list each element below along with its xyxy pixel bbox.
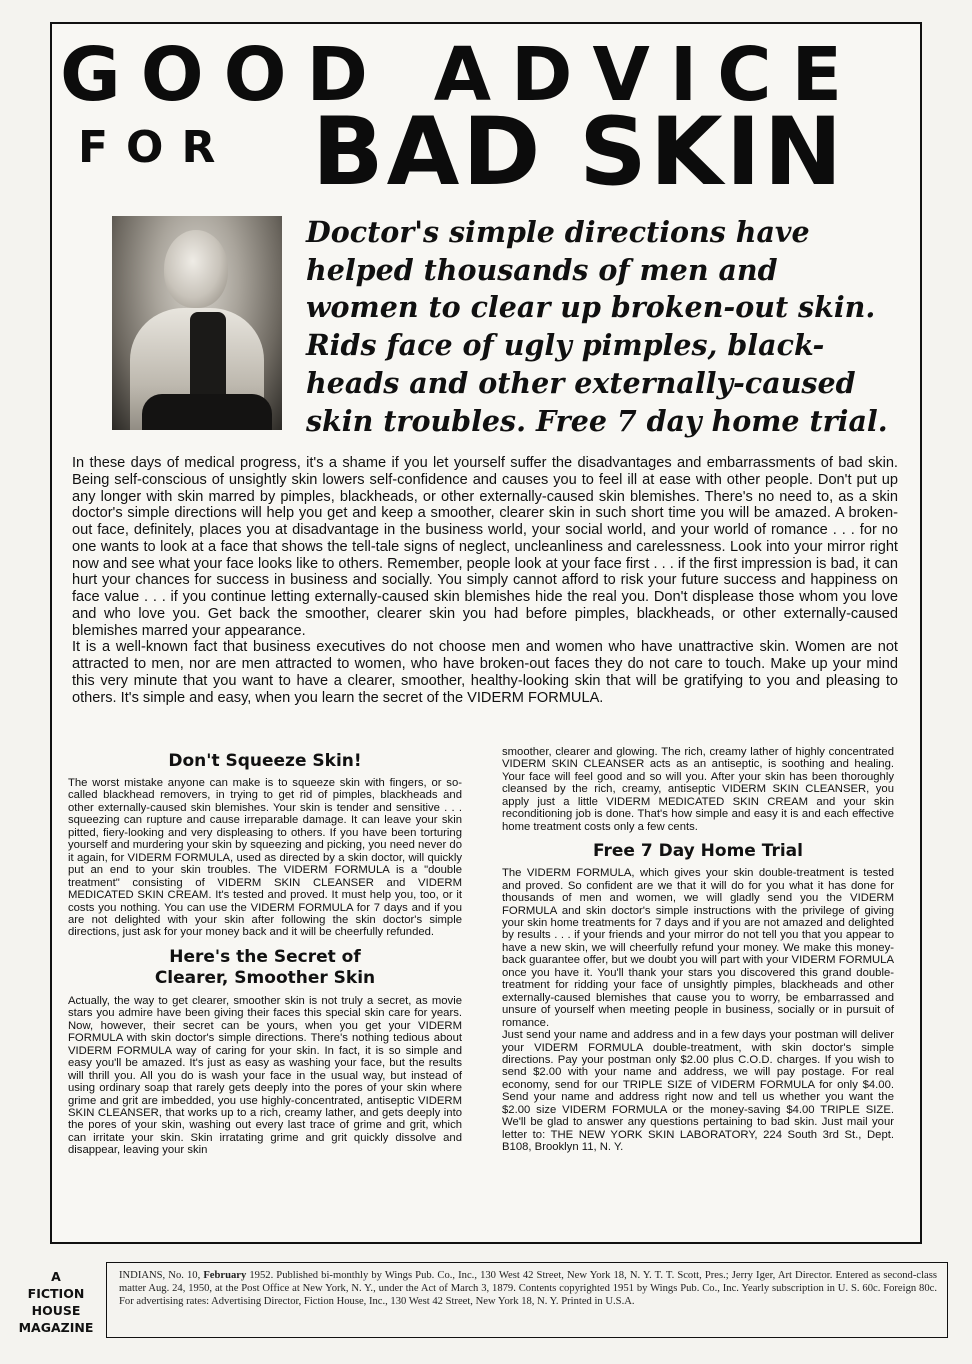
intro-paragraph: In these days of medical progress, it's a shame if you let yourself suffer the disadvantages and embarrassments of bad skin. Being self-conscious of unsightly skin lowers self-confidence and causes you to feel ill at ease with other people. Don't put up any longer with skin marred by pimples, blackheads, or other externally-caused skin blemishes. There's no need to, as a skin doctor's simple directions will help you get and keep a smoother, clearer skin in such short time you will be amazed. A broken-out face, definitely, places you at disadvantage in the business world, your social world, and your world of romance . . . for no one wants to look at a face that shows the tell-tale signs of neglect, uncleanliness and carelessness. Look into your mirror right now and see what your face looks like to others. Remember, people look at your face first . . . if the first impression is bad, it can hurt your chances for success in business and socially. You simply cannot afford to risk your future success and happiness on face value . . . if you continue letting externally-caused skin blemishes hide the real you. Don't displease those whom you love and who love you. Get back the smoother, clearer skin you had before pimples, blackheads, or other externally-caused blemishes marred your appearance. [72,455,898,639]
deck-line: skin troubles. Free 7 day home trial. [306,403,888,438]
imprint-title: INDIANS, No. 10, [119,1270,201,1281]
fiction-house-line: MAGAZINE [18,1320,94,1335]
squeeze-body: The worst mistake anyone can make is to squeeze skin with fingers, or so-called blackhead removers, in trying to get rid of pimples, blackheads and other externally-caused skin blemishes. Your skin is tender and sensitive . . . squeezing can rupture and cause irreparable damage. It can leave your skin pitted, fiery-looking and very displeasing to others. If you have been torturing yourself and murdering your skin by squeezing and picking, you need never do it again, for VIDERM FORMULA, used as directed by a skin doctor, will quickly put an end to your skin troubles. The VIDERM FORMULA is a "double treatment" consisting of VIDERM SKIN CLEANSER and VIDERM MEDICATED SKIN CREAM. It's tested and proved. It must help you, too, or it costs you nothing. You can use the VIDERM FORMULA for 7 days and if you are not delighted with your skin after following the skin doctor's simple directions, just ask for your money back and it will be cheerfully refunded. [68,777,462,939]
trial-body-1: The VIDERM FORMULA, which gives your skin double-treatment is tested and proved. So confident are we that it will do for you what it has done for thousands of men and women, we will gladly send you the VIDERM FORMULA and skin doctor's simple instructions with the privilege of giving your skin home treatments for 7 days and if you are not amazed and delighted by results . . . if your friends and your mirror do not tell you that you appear to have a new skin, we will cheerfully refund your money. We make this money-back guarantee offer, but we doubt you will part with your VIDERM FORMULA once you have it. You'll thank your stars you discovered this grand double-treatment for ridding your face of unsightly pimples, blackheads and other externally-caused blemishes that cause you to worry, be embarrassed and unsure of yourself when meeting people in business, socially or in pursuit of romance. [502,867,894,1029]
headline-good-advice: GOOD ADVICE [60,32,863,118]
publication-imprint [106,1262,948,1338]
subhead-dont-squeeze: Don't Squeeze Skin! [168,751,362,771]
imprint-month: February [203,1270,247,1281]
deck-text [306,214,906,440]
imprint-text: 1952. Published bi-monthly by Wings Pub. Co., Inc., 130 West 42 Street, New York 18, N. Y. T. T. Scott, Pres.; Jerry Iger, Art Director. Entered as second-class matter Aug. 24, 1950, at the Post Office at New York, N. Y., under the Act of March 3, 1879. Contents copyrighted 1951 by Wings Pub. Co., Inc. Yearly subscription in U. S. 60c. Foreign 80c. For advertising rates: Advertising Director, Fiction House, Inc., 130 West 42 Street, New York 18, N. Y. Printed in U.S.A. [119,1270,937,1307]
deck-line: heads and other externally-caused [306,365,856,400]
deck-line: Rids face of ugly pimples, black- [306,328,825,363]
deck-line: helped thousands of men and [306,252,778,287]
fiction-house-label [4,1268,108,1336]
headline-for: FOR [78,122,234,173]
subhead-free-trial: Free 7 Day Home Trial [592,841,803,862]
fiction-house-line: A [51,1269,61,1284]
doctor-photo [112,216,282,430]
fiction-house-line: HOUSE [31,1303,81,1318]
intro-paragraph: It is a well-known fact that business executives do not choose men and women who have unattractive skin. Women are not attracted to men, nor are men attracted to women, who have broken-out faces they do not care to touch. Make up your mind this very minute that you want to have a clearer, smoother, healthy-looking skin that will be gratifying to you and pleasing to others. It's simple and easy, when you learn the secret of the VIDERM FORMULA. [72,639,898,706]
subhead-secret-line2: Clearer, Smoother Skin [154,967,376,988]
right-column [502,746,894,1154]
continued-body: smoother, clearer and glowing. The rich, creamy lather of highly concentrated VIDERM SKIN CLEANSER acts as an antiseptic, is soothing and healing. Your face will feel good and so will you. After your skin has been thoroughly cleansed by the rich, creamy, antiseptic VIDERM SKIN CLEANSER, you apply just a little VIDERM MEDICATED SKIN CREAM and your skin reconditioning job is done. That's how simple and easy it is and each effective home treatment costs only a few cents. [502,746,894,833]
left-column [68,748,462,1157]
headline-bad-skin: BAD SKIN [312,98,846,207]
fiction-house-line: FICTION [27,1286,85,1301]
subhead-secret [68,947,462,989]
intro-copy [72,455,898,706]
subhead-secret-line1: Here's the Secret of [169,946,361,967]
secret-body: Actually, the way to get clearer, smoother skin is not truly a secret, as movie stars you admire have been giving their faces this special skin care for years. Now, however, their secret can be yours, when you get your VIDERM FORMULA with skin doctor's simple directions. There's nothing tedious about VIDERM FORMULA way of caring for your skin. In fact, it is so simple and easy you'll be amazed. It's just as easy as washing your face, but the results will thrill you. All you do is wash your face in the usual way, but instead of using ordinary soap that rarely gets deeply into the pores of your skin where grime and grit are imbedded, you use highly-concentrated, antiseptic VIDERM SKIN CLEANSER, that works up to a rich, creamy lather, and gets deeply into the pores of your skin, washing out every last trace of grime and grit, which can irritate your skin. Skin irratating grime and grit quickly dissolve and disappear, leaving your skin [68,994,462,1157]
deck-line: women to clear up broken-out skin. [306,290,876,325]
trial-body-2: Just send your name and address and in a few days your postman will deliver your VIDERM FORMULA double-treatment, with skin doctor's simple directions. Pay your postman only $2.00 plus C.O.D. charges. If you wish to send $2.00 with your name and address, we will pay postage. For real economy, send for our TRIPLE SIZE of VIDERM FORMULA for only $4.00. Send your name and address right now and tell us whether you want the $2.00 size VIDERM FORMULA or the money-saving $4.00 TRIPLE SIZE. We'll be glad to answer any questions pertaining to bad skin. Just mail your letter to: THE NEW YORK SKIN LABORATORY, 224 South 3rd St., Dept. B108, Brooklyn 11, N. Y. [502,1029,894,1154]
deck-line: Doctor's simple directions have [306,215,810,249]
